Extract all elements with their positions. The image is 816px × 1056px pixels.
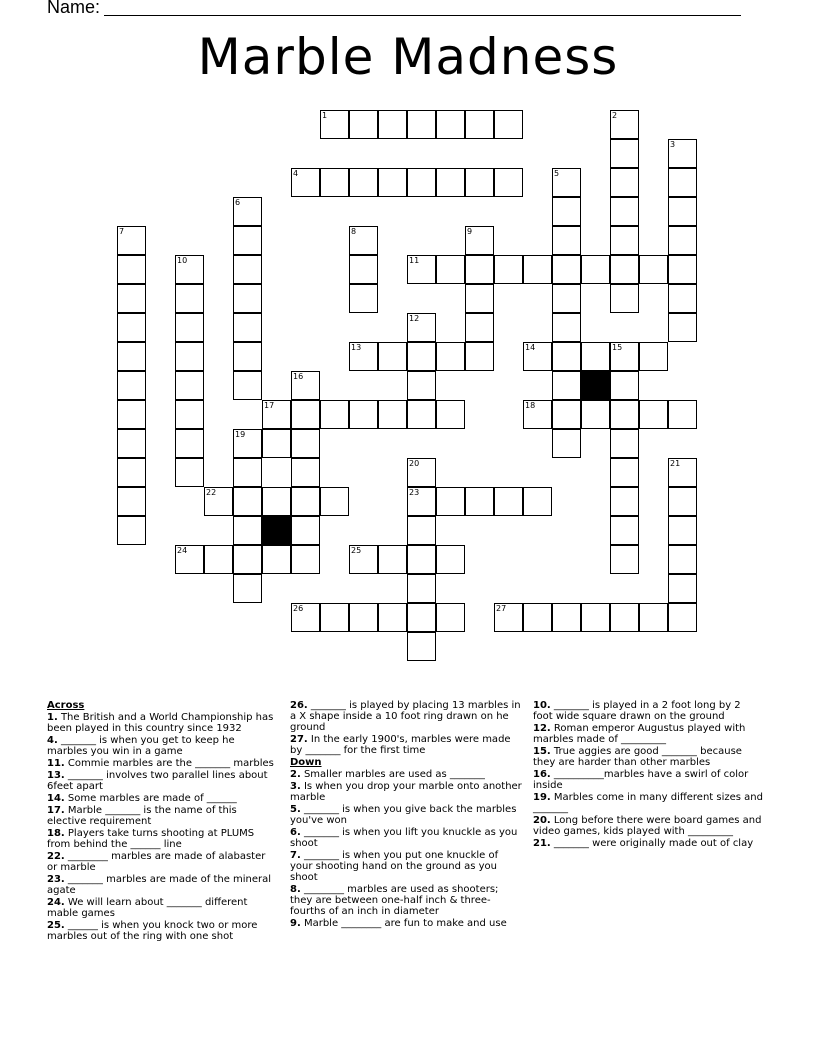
grid-cell[interactable] [465,226,494,255]
clue-text: ______ is when you knock two or more marbles out of the ring with one shot [47,920,258,942]
clue-item [290,781,522,803]
cell-number: 27 [496,604,507,613]
grid-cell[interactable] [291,371,320,400]
clue-item [533,723,763,745]
grid-cell[interactable] [233,487,262,516]
clue-number: 21. [533,838,551,849]
clue-item [47,770,277,792]
clue-item [47,828,277,850]
grid-cell[interactable] [175,545,204,574]
grid-cell[interactable] [407,545,436,574]
clue-number: 20. [533,815,551,826]
clue-text: Players take turns shooting at PLUMS from behind the ______ line [47,828,255,850]
clue-item [533,700,763,722]
cell-number: 7 [119,227,125,236]
grid-cell[interactable] [117,255,146,284]
clue-item [47,793,277,804]
grid-cell[interactable] [610,342,639,371]
grid-cell[interactable] [610,545,639,574]
grid-cell[interactable] [610,487,639,516]
clue-text: Is when you drop your marble onto another marble [290,781,522,803]
grid-cell[interactable] [378,168,407,197]
cell-number: 26 [293,604,304,613]
grid-cell[interactable] [610,255,639,284]
clue-item [47,735,277,757]
clue-text: _______ were originally made out of clay [553,838,754,849]
grid-cell[interactable] [233,516,262,545]
grid-cell[interactable] [233,255,262,284]
grid-cell[interactable] [407,400,436,429]
grid-cell[interactable] [291,458,320,487]
clue-item [47,897,277,919]
grid-cell[interactable] [552,255,581,284]
clue-text: _______ is when you get to keep he marbles you win in a game [47,735,235,757]
down-clue-list [290,769,522,929]
grid-cell[interactable] [581,400,610,429]
grid-cell[interactable] [117,226,146,255]
grid-cell[interactable] [175,429,204,458]
grid-cell[interactable] [407,110,436,139]
grid-cell[interactable] [581,255,610,284]
grid-cell[interactable] [668,574,697,603]
grid-cell[interactable] [117,429,146,458]
clue-number: 25. [47,920,65,931]
grid-cell[interactable] [349,168,378,197]
grid-cell[interactable] [378,342,407,371]
clue-text: ________ marbles are made of alabaster or marble [47,851,266,873]
clue-number: 5. [290,804,301,815]
clue-text: True aggies are good _______ because they are harder than other marbles [533,746,742,768]
grid-cell[interactable] [668,284,697,313]
clue-item [290,804,522,826]
clue-number: 23. [47,874,65,885]
grid-cell[interactable] [552,226,581,255]
clue-item [47,874,277,896]
page-title: Marble Madness [197,28,619,86]
clue-text: __________marbles have a swirl of color inside [533,769,749,791]
clue-number: 26. [290,700,308,711]
grid-cell[interactable] [262,487,291,516]
clue-text: _______ is when you put one knuckle of your shooting hand on the ground as you shoot [290,850,499,883]
grid-cell[interactable] [668,487,697,516]
grid-cell[interactable] [117,371,146,400]
cell-number: 20 [409,459,420,468]
cell-number: 12 [409,314,420,323]
cell-number: 17 [264,401,275,410]
clue-item [533,769,763,791]
grid-cell[interactable] [610,603,639,632]
grid-cell[interactable] [581,603,610,632]
grid-cell[interactable] [204,487,233,516]
grid-cell[interactable] [378,400,407,429]
clue-number: 24. [47,897,65,908]
grid-cell[interactable] [320,168,349,197]
grid-cell[interactable] [494,603,523,632]
clue-number: 1. [47,712,58,723]
cell-number: 9 [467,227,473,236]
across-header: Across [47,700,85,711]
grid-cell[interactable] [262,400,291,429]
grid-cell[interactable] [378,110,407,139]
clue-item [47,758,277,769]
grid-cell[interactable] [291,516,320,545]
grid-cell[interactable] [175,400,204,429]
grid-cell[interactable] [407,487,436,516]
grid-cell[interactable] [668,168,697,197]
grid-cell[interactable] [523,487,552,516]
grid-cell[interactable] [668,226,697,255]
grid-cell[interactable] [552,313,581,342]
cell-number: 15 [612,343,623,352]
grid-cell[interactable] [552,284,581,313]
grid-cell[interactable] [465,313,494,342]
grid-cell[interactable] [407,574,436,603]
grid-cell[interactable] [494,487,523,516]
clue-text: _______ is when you lift you knuckle as you shoot [290,827,518,849]
clue-number: 3. [290,781,301,792]
grid-cell[interactable] [610,284,639,313]
across-clue-list-continued [290,700,522,756]
grid-cell[interactable] [233,342,262,371]
cell-number: 10 [177,256,188,265]
grid-cell[interactable] [668,255,697,284]
cell-number: 25 [351,546,362,555]
grid-cell[interactable] [436,487,465,516]
clue-number: 19. [533,792,551,803]
clue-number: 6. [290,827,301,838]
grid-cell[interactable] [291,429,320,458]
down-clue-list-continued [533,700,763,849]
grid-cell[interactable] [175,313,204,342]
clue-item [47,712,277,734]
clue-text: _______ involves two parallel lines about 6feet apart [47,770,268,792]
grid-cell[interactable] [407,603,436,632]
across-clue-list [47,712,277,942]
grid-cell[interactable] [233,284,262,313]
grid-cell[interactable] [668,545,697,574]
clue-number: 17. [47,805,65,816]
grid-cell[interactable] [233,226,262,255]
grid-cell[interactable] [291,487,320,516]
grid-cell[interactable] [465,168,494,197]
grid-cell[interactable] [175,458,204,487]
cell-number: 8 [351,227,357,236]
grid-cell[interactable] [465,255,494,284]
grid-cell[interactable] [117,313,146,342]
grid-cell[interactable] [349,342,378,371]
cell-number: 5 [554,169,560,178]
clue-number: 22. [47,851,65,862]
grid-cell[interactable] [117,400,146,429]
grid-cell[interactable] [349,255,378,284]
clue-item [290,918,522,929]
grid-cell[interactable] [378,545,407,574]
grid-cell[interactable] [117,516,146,545]
grid-cell[interactable] [175,371,204,400]
grid-cell[interactable] [610,400,639,429]
clue-text: In the early 1900's, marbles were made by _______ for the first time [290,734,511,756]
grid-cell[interactable] [407,168,436,197]
grid-cell[interactable] [407,458,436,487]
grid-cell[interactable] [668,400,697,429]
grid-cell[interactable] [523,255,552,284]
clue-item [290,700,522,733]
grid-cell[interactable] [233,429,262,458]
grid-cell[interactable] [581,342,610,371]
cell-number: 23 [409,488,420,497]
clue-column-1 [47,700,277,943]
cell-number: 4 [293,169,299,178]
clue-text: We will learn about _______ different mable games [47,897,248,919]
clue-text: Marble _______ is the name of this elective requirement [47,805,237,827]
cell-number: 14 [525,343,536,352]
clue-item [533,815,763,837]
grid-cell[interactable] [465,110,494,139]
clue-text: Roman emperor Augustus played with marbles made of _________ [533,723,746,745]
clue-text: Marbles come in many different sizes and _______ [533,792,763,814]
name-label: Name: [47,0,101,17]
grid-cell[interactable] [291,603,320,632]
clue-text: Marble ________ are fun to make and use [303,918,507,929]
grid-cell[interactable] [407,516,436,545]
grid-cell[interactable] [233,545,262,574]
grid-cell[interactable] [436,255,465,284]
grid-cell[interactable] [523,342,552,371]
grid-cell[interactable] [117,284,146,313]
clue-text: Smaller marbles are used as _______ [303,769,485,780]
clue-item [533,838,763,849]
clue-text: Long before there were board games and video games, kids played with _________ [533,815,762,837]
grid-cell[interactable] [117,487,146,516]
grid-cell[interactable] [407,371,436,400]
grid-cell[interactable] [233,458,262,487]
cell-number: 18 [525,401,536,410]
cell-number: 24 [177,546,188,555]
grid-cell[interactable] [436,110,465,139]
grid-cell[interactable] [291,168,320,197]
grid-cell[interactable] [552,197,581,226]
grid-cell[interactable] [465,284,494,313]
grid-cell[interactable] [610,458,639,487]
clue-item [47,920,277,942]
cell-number: 13 [351,343,362,352]
grid-cell[interactable] [552,342,581,371]
black-cell [262,516,291,545]
grid-cell[interactable] [465,487,494,516]
grid-cell[interactable] [349,603,378,632]
grid-cell[interactable] [349,226,378,255]
grid-cell[interactable] [523,400,552,429]
grid-cell[interactable] [639,400,668,429]
grid-cell[interactable] [610,429,639,458]
clue-number: 14. [47,793,65,804]
clue-number: 15. [533,746,551,757]
clue-text: _______ is played by placing 13 marbles in a X shape inside a 10 foot ring drawn on he ground [290,700,521,733]
clue-item [290,734,522,756]
grid-cell[interactable] [233,574,262,603]
grid-cell[interactable] [349,284,378,313]
grid-cell[interactable] [639,255,668,284]
grid-cell[interactable] [291,545,320,574]
clue-number: 2. [290,769,301,780]
grid-cell[interactable] [407,342,436,371]
grid-cell[interactable] [233,197,262,226]
black-cell [581,371,610,400]
grid-cell[interactable] [552,603,581,632]
grid-cell[interactable] [610,371,639,400]
grid-cell[interactable] [668,603,697,632]
clue-text: ________ marbles are used as shooters; they are between one-half inch & three-fourths of an inch in diameter [290,884,499,917]
down-header: Down [290,757,322,768]
grid-cell[interactable] [639,342,668,371]
grid-cell[interactable] [436,603,465,632]
grid-cell[interactable] [610,226,639,255]
grid-cell[interactable] [610,110,639,139]
clue-number: 12. [533,723,551,734]
grid-cell[interactable] [639,603,668,632]
clue-item [47,805,277,827]
grid-cell[interactable] [552,168,581,197]
clue-item [290,827,522,849]
grid-cell[interactable] [407,313,436,342]
cell-number: 21 [670,459,681,468]
grid-cell[interactable] [349,110,378,139]
grid-cell[interactable] [175,342,204,371]
grid-cell[interactable] [494,110,523,139]
grid-cell[interactable] [610,168,639,197]
grid-cell[interactable] [610,516,639,545]
clue-text: _______ is played in a 2 foot long by 2 foot wide square drawn on the ground [533,700,741,722]
grid-cell[interactable] [349,545,378,574]
grid-cell[interactable] [668,139,697,168]
grid-cell[interactable] [668,197,697,226]
clue-number: 7. [290,850,301,861]
clue-text: Commie marbles are the _______ marbles [67,758,274,769]
grid-cell[interactable] [610,197,639,226]
clue-number: 13. [47,770,65,781]
cell-number: 3 [670,140,676,149]
grid-cell[interactable] [117,458,146,487]
cell-number: 1 [322,111,328,120]
cell-number: 16 [293,372,304,381]
grid-cell[interactable] [436,545,465,574]
clue-text: Some marbles are made of ______ [67,793,237,804]
grid-cell[interactable] [175,255,204,284]
cell-number: 2 [612,111,618,120]
clue-item [290,769,522,780]
grid-cell[interactable] [494,255,523,284]
grid-cell[interactable] [320,110,349,139]
cell-number: 6 [235,198,241,207]
grid-cell[interactable] [465,342,494,371]
grid-cell[interactable] [436,400,465,429]
clue-text: _______ marbles are made of the mineral agate [47,874,272,896]
grid-cell[interactable] [494,168,523,197]
grid-cell[interactable] [436,342,465,371]
grid-cell[interactable] [117,342,146,371]
grid-cell[interactable] [668,516,697,545]
clue-text: _______ is when you give back the marbles you've won [290,804,517,826]
clue-number: 10. [533,700,551,711]
clue-number: 4. [47,735,58,746]
grid-cell[interactable] [320,603,349,632]
grid-cell[interactable] [320,487,349,516]
grid-cell[interactable] [378,603,407,632]
grid-cell[interactable] [233,371,262,400]
grid-cell[interactable] [175,284,204,313]
clue-number: 27. [290,734,308,745]
grid-cell[interactable] [291,400,320,429]
clue-number: 16. [533,769,551,780]
grid-cell[interactable] [262,545,291,574]
clue-item [290,884,522,917]
grid-cell[interactable] [610,139,639,168]
grid-cell[interactable] [552,429,581,458]
cell-number: 22 [206,488,217,497]
clue-number: 8. [290,884,301,895]
clue-number: 18. [47,828,65,839]
grid-cell[interactable] [668,458,697,487]
cell-number: 11 [409,256,420,265]
clue-item [533,746,763,768]
cell-number: 19 [235,430,246,439]
grid-cell[interactable] [407,632,436,661]
clue-number: 9. [290,918,301,929]
grid-cell[interactable] [204,545,233,574]
clue-column-2 [290,700,522,930]
clue-item [533,792,763,814]
grid-cell[interactable] [436,168,465,197]
grid-cell[interactable] [349,400,378,429]
grid-cell[interactable] [552,400,581,429]
clue-item [290,850,522,883]
grid-cell[interactable] [523,603,552,632]
grid-cell[interactable] [233,313,262,342]
clue-text: The British and a World Championship has been played in this country since 1932 [47,712,274,734]
grid-cell[interactable] [668,313,697,342]
clue-item [47,851,277,873]
grid-cell[interactable] [552,371,581,400]
clue-column-3 [533,700,763,850]
grid-cell[interactable] [407,255,436,284]
grid-cell[interactable] [320,400,349,429]
grid-cell[interactable] [262,429,291,458]
clue-number: 11. [47,758,65,769]
